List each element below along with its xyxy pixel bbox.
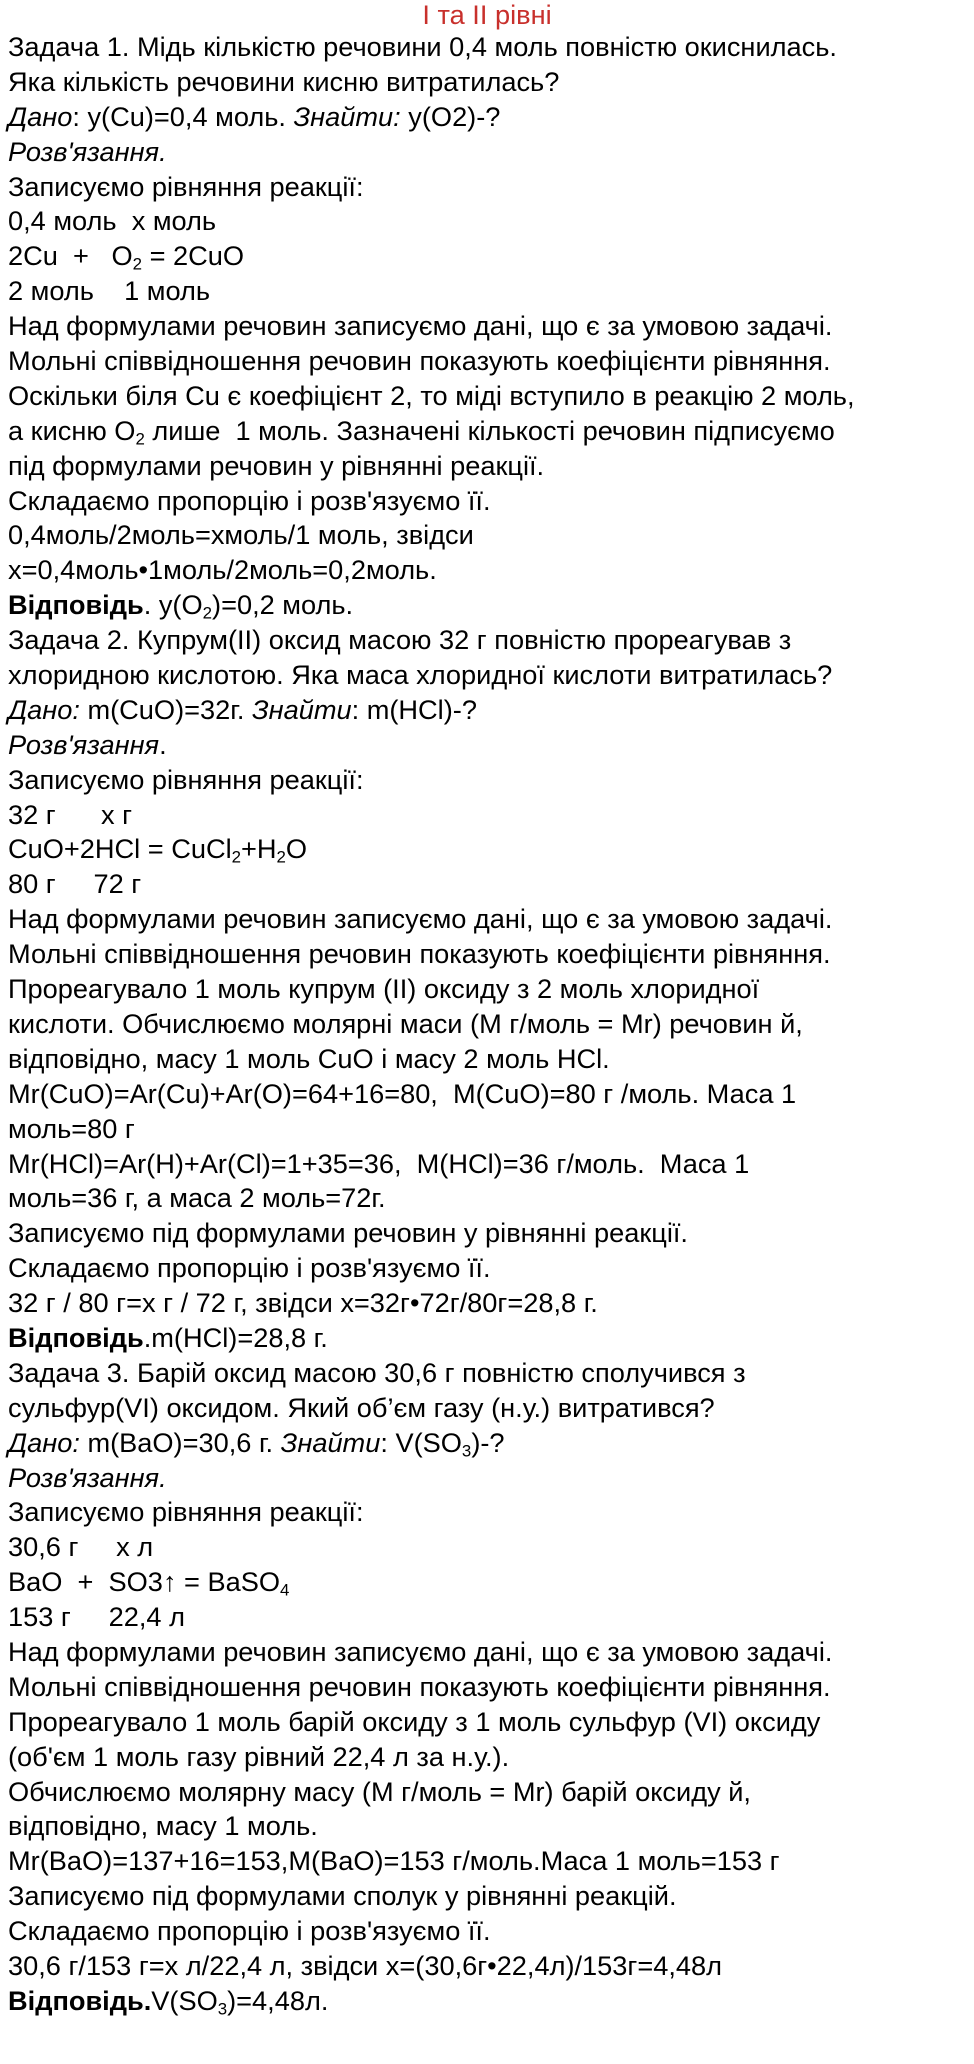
italic-label: Розв'язання xyxy=(8,728,160,760)
text-run: 2 моль 1 моль xyxy=(8,275,211,307)
text-run: Записуємо під формулами речовин у рівнянні реакції. xyxy=(8,1217,688,1249)
text-line xyxy=(8,658,966,693)
text-run: моль=80 г xyxy=(8,1112,135,1144)
text-run: m(CuO)=32г. xyxy=(79,693,252,725)
text-run: BaO + SO3↑ = BaSO xyxy=(8,1566,281,1598)
text-run: моль=36 г, а маса 2 моль=72г. xyxy=(8,1182,386,1214)
subscript: 2 xyxy=(132,255,143,275)
text-line xyxy=(8,1809,966,1844)
text-run: Мольні співвідношення речовин показують коефіцієнти рівняння. xyxy=(8,345,831,377)
text-line xyxy=(8,30,966,65)
text-line xyxy=(8,449,966,484)
text-line xyxy=(8,1321,966,1356)
subscript: 2 xyxy=(276,848,286,868)
text-run: . xyxy=(159,728,167,760)
text-run: Mr(BaO)=137+16=153,M(BaO)=153 г/моль.Маса 1 моль=153 г xyxy=(8,1845,780,1877)
text-run: Складаємо пропорцію і розв'язуємо її. xyxy=(8,1252,491,1284)
text-run: Mr(CuO)=Ar(Cu)+Ar(O)=64+16=80, M(CuO)=80 г /моль. Маса 1 xyxy=(8,1077,797,1109)
text-line xyxy=(8,239,966,274)
text-line xyxy=(8,1251,966,1286)
text-line xyxy=(8,902,966,937)
subscript: 2 xyxy=(231,848,242,868)
text-run: Прореагувало 1 моль купрум (ІІ) оксиду з 2 моль хлоридної xyxy=(8,973,760,1005)
text-line xyxy=(8,798,966,833)
text-run: . у(O xyxy=(143,589,203,621)
text-run: Обчислюємо молярну масу (M г/моль = Mr) барій оксиду й, xyxy=(8,1775,751,1807)
text-run: у(O2)-? xyxy=(400,100,501,132)
text-line xyxy=(8,1984,966,2019)
text-run: )=0,2 моль. xyxy=(212,589,354,621)
text-line xyxy=(8,1740,966,1775)
text-line xyxy=(8,1461,966,1496)
text-run: 2Cu + O xyxy=(8,240,133,272)
text-line xyxy=(8,693,966,728)
italic-label: Дано xyxy=(8,100,73,132)
text-line xyxy=(8,1565,966,1600)
text-line xyxy=(8,170,966,205)
text-run: )-? xyxy=(471,1426,505,1458)
text-run: Мольні співвідношення речовин показують коефіцієнти рівняння. xyxy=(8,938,831,970)
text-line xyxy=(8,309,966,344)
bold-label: Відповідь xyxy=(8,589,144,621)
text-run: 30,6 г х л xyxy=(8,1531,154,1563)
text-run: а кисню O xyxy=(8,414,136,446)
subscript: 2 xyxy=(135,429,145,449)
text-line xyxy=(8,1670,966,1705)
text-line xyxy=(8,484,966,519)
text-line xyxy=(8,1007,966,1042)
text-run: Над формулами речовин записуємо дані, що є за умовою задачі. xyxy=(8,903,833,935)
text-line xyxy=(8,1495,966,1530)
text-run: кислоти. Обчислюємо молярні маси (M г/моль = Mr) речовин й, xyxy=(8,1007,803,1039)
text-run: .m(HCl)=28,8 г. xyxy=(143,1321,328,1353)
text-line xyxy=(8,937,966,972)
text-line xyxy=(8,972,966,1007)
text-line xyxy=(8,65,966,100)
text-run: 30,6 г/153 г=х л/22,4 л, звідси х=(30,6г•22,4л)/153г=4,48л xyxy=(8,1949,722,1981)
text-run: = 2CuO xyxy=(142,240,245,272)
text-line xyxy=(8,1705,966,1740)
text-line xyxy=(8,867,966,902)
text-run: 80 г 72 г xyxy=(8,868,142,900)
text-line xyxy=(8,414,966,449)
text-run: Над формулами речовин записуємо дані, що є за умовою задачі. xyxy=(8,310,833,342)
text-line xyxy=(8,1949,966,1984)
text-line xyxy=(8,1391,966,1426)
text-line xyxy=(8,1181,966,1216)
italic-label: Розв'язання. xyxy=(8,135,167,167)
text-run: Записуємо рівняння реакції: xyxy=(8,170,364,202)
subscript: 4 xyxy=(280,1580,290,1600)
bold-label: Відповідь. xyxy=(8,1984,152,2016)
text-run: х=0,4моль•1моль/2моль=0,2моль. xyxy=(8,554,437,586)
italic-label: Знайти xyxy=(251,693,352,725)
text-line xyxy=(8,1635,966,1670)
text-line xyxy=(8,1042,966,1077)
text-run: CuO+2HCl = CuCl xyxy=(8,833,232,865)
text-line xyxy=(8,274,966,309)
text-run: сульфур(VI) оксидом. Який об’єм газу (н.у.) витратився? xyxy=(8,1391,715,1423)
text-run: 153 г 22,4 л xyxy=(8,1601,185,1633)
text-line xyxy=(8,204,966,239)
text-run: O xyxy=(285,833,308,865)
text-run: (об'єм 1 моль газу рівний 22,4 л за н.у.). xyxy=(8,1740,510,1772)
text-run: 32 г / 80 г=х г / 72 г, звідси х=32г•72г/80г=28,8 г. xyxy=(8,1287,598,1319)
text-line xyxy=(8,588,966,623)
text-line xyxy=(8,1844,966,1879)
text-run: : m(HCl)-? xyxy=(351,693,477,725)
text-line xyxy=(8,518,966,553)
text-run: відповідно, масу 1 моль CuO і масу 2 моль HCl. xyxy=(8,1042,610,1074)
text-line xyxy=(8,1286,966,1321)
text-run: 0,4моль/2моль=хмоль/1 моль, звідси xyxy=(8,519,474,551)
text-line xyxy=(8,1775,966,1810)
document-body xyxy=(8,30,966,2019)
text-run: m(BaO)=30,6 г. xyxy=(79,1426,281,1458)
text-run: : у(Cu)=0,4 моль. xyxy=(72,100,294,132)
italic-label: Дано: xyxy=(8,1426,80,1458)
text-line xyxy=(8,1216,966,1251)
text-run: відповідно, масу 1 моль. xyxy=(8,1810,318,1842)
text-run: Мольні співвідношення речовин показують коефіцієнти рівняння. xyxy=(8,1670,831,1702)
text-run: Над формулами речовин записуємо дані, що є за умовою задачі. xyxy=(8,1635,833,1667)
subscript: 2 xyxy=(202,603,213,623)
text-run: хлоридною кислотою. Яка маса хлоридної кислоти витратилась? xyxy=(8,659,833,691)
text-line xyxy=(8,100,966,135)
subscript: 3 xyxy=(461,1441,472,1461)
text-run: Задача 2. Купрум(ІІ) оксид масою 32 г повністю прореагував з xyxy=(8,624,792,656)
text-line xyxy=(8,1112,966,1147)
text-line xyxy=(8,135,966,170)
text-run: Записуємо під формулами сполук у рівнянні реакцій. xyxy=(8,1880,677,1912)
bold-label: Відповідь xyxy=(8,1321,144,1353)
text-run: Складаємо пропорцію і розв'язуємо її. xyxy=(8,1915,491,1947)
text-run: Складаємо пропорцію і розв'язуємо її. xyxy=(8,484,491,516)
text-run: Записуємо рівняння реакції: xyxy=(8,763,364,795)
text-run: Прореагувало 1 моль барій оксиду з 1 моль сульфур (VI) оксиду xyxy=(8,1705,821,1737)
italic-label: Знайти xyxy=(280,1426,381,1458)
text-run: Яка кількість речовини кисню витратилась? xyxy=(8,65,560,97)
subscript: 3 xyxy=(217,1999,228,2019)
text-run: під формулами речовин у рівнянні реакції. xyxy=(8,449,545,481)
text-run: Задача 3. Барій оксид масою 30,6 г повністю сполучився з xyxy=(8,1356,746,1388)
text-line xyxy=(8,1077,966,1112)
text-run: 32 г х г xyxy=(8,798,133,830)
text-run: Mr(НCl)=Ar(Н)+Ar(Cl)=1+35=36, M(НCl)=36 г/моль. Маса 1 xyxy=(8,1147,750,1179)
text-line xyxy=(8,1356,966,1391)
text-line xyxy=(8,553,966,588)
text-run: V(SO xyxy=(151,1984,218,2016)
italic-label: Знайти: xyxy=(293,100,401,132)
text-run: Оскільки біля Cu є коефіцієнт 2, то міді вступило в реакцію 2 моль, xyxy=(8,379,855,411)
text-line xyxy=(8,1914,966,1949)
text-line xyxy=(8,1426,966,1461)
text-line xyxy=(8,1147,966,1182)
text-run: )=4,48л. xyxy=(227,1984,329,2016)
text-line xyxy=(8,1879,966,1914)
text-line xyxy=(8,379,966,414)
text-line xyxy=(8,763,966,798)
text-run: +H xyxy=(241,833,277,865)
page-title: I та II рівні xyxy=(422,0,552,30)
italic-label: Дано: xyxy=(8,693,80,725)
italic-label: Розв'язання. xyxy=(8,1461,167,1493)
text-run: лише 1 моль. Зазначені кількості речовин підписуємо xyxy=(144,414,835,446)
text-line xyxy=(8,728,966,763)
text-line xyxy=(8,344,966,379)
text-run: : V(SO xyxy=(380,1426,462,1458)
text-run: 0,4 моль х моль xyxy=(8,205,217,237)
text-run: Записуємо рівняння реакції: xyxy=(8,1496,364,1528)
text-line xyxy=(8,1530,966,1565)
text-line xyxy=(8,832,966,867)
text-line xyxy=(8,1600,966,1635)
text-line xyxy=(8,623,966,658)
text-run: Задача 1. Мідь кількістю речовини 0,4 моль повністю окиснилась. xyxy=(8,31,837,62)
